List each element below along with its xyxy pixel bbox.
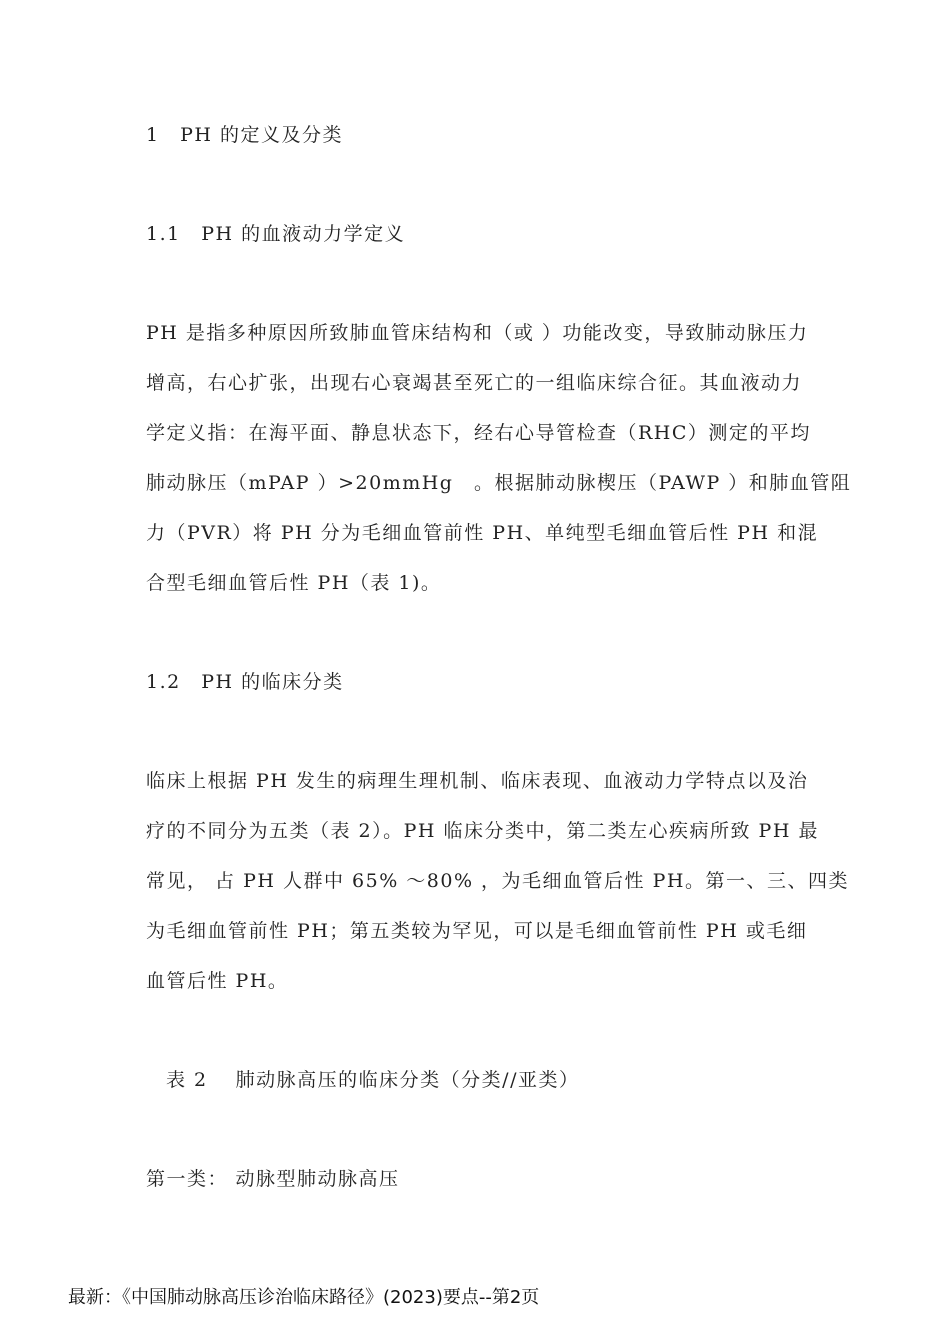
paragraph-line: 力（PVR）将 PH 分为毛细血管前性 PH、单纯型毛细血管后性 PH 和混 bbox=[146, 522, 819, 544]
paragraph-line: 为毛细血管前性 PH；第五类较为罕见，可以是毛细血管前性 PH 或毛细 bbox=[146, 920, 808, 942]
category-1-heading: 第一类： 动脉型肺动脉高压 bbox=[146, 1168, 400, 1190]
paragraph-line: 肺动脉压（mPAP ）>20mmHg 。根据肺动脉楔压（PAWP ）和肺血管阻 bbox=[146, 472, 852, 494]
paragraph-line: 合型毛细血管后性 PH（表 1)。 bbox=[146, 572, 442, 594]
paragraph-line: 临床上根据 PH 发生的病理生理机制、临床表现、血液动力学特点以及治 bbox=[146, 770, 809, 792]
table-caption: 表 2 肺动脉高压的临床分类（分类//亚类） bbox=[166, 1069, 580, 1091]
paragraph-line: 增高，右心扩张，出现右心衰竭甚至死亡的一组临床综合征。其血液动力 bbox=[146, 372, 803, 394]
section-heading-1: 1 PH 的定义及分类 bbox=[146, 124, 343, 146]
paragraph-line: PH 是指多种原因所致肺血管床结构和（或 ）功能改变，导致肺动脉压力 bbox=[146, 322, 809, 344]
paragraph-line: 学定义指：在海平面、静息状态下，经右心导管检查（RHC）测定的平均 bbox=[146, 422, 811, 444]
page-footer: 最新：《中国肺动脉高压诊治临床路径》(2023)要点--第2页 bbox=[68, 1287, 540, 1308]
section-heading-1-1: 1.1 PH 的血液动力学定义 bbox=[146, 223, 406, 245]
paragraph-line: 常见， 占 PH 人群中 65% ～80% ，为毛细血管后性 PH。第一、三、四类 bbox=[146, 870, 849, 892]
paragraph-line: 疗的不同分为五类（表 2）。PH 临床分类中，第二类左心疾病所致 PH 最 bbox=[146, 820, 819, 842]
paragraph-line: 血管后性 PH。 bbox=[146, 970, 289, 992]
section-heading-1-2: 1.2 PH 的临床分类 bbox=[146, 671, 344, 693]
